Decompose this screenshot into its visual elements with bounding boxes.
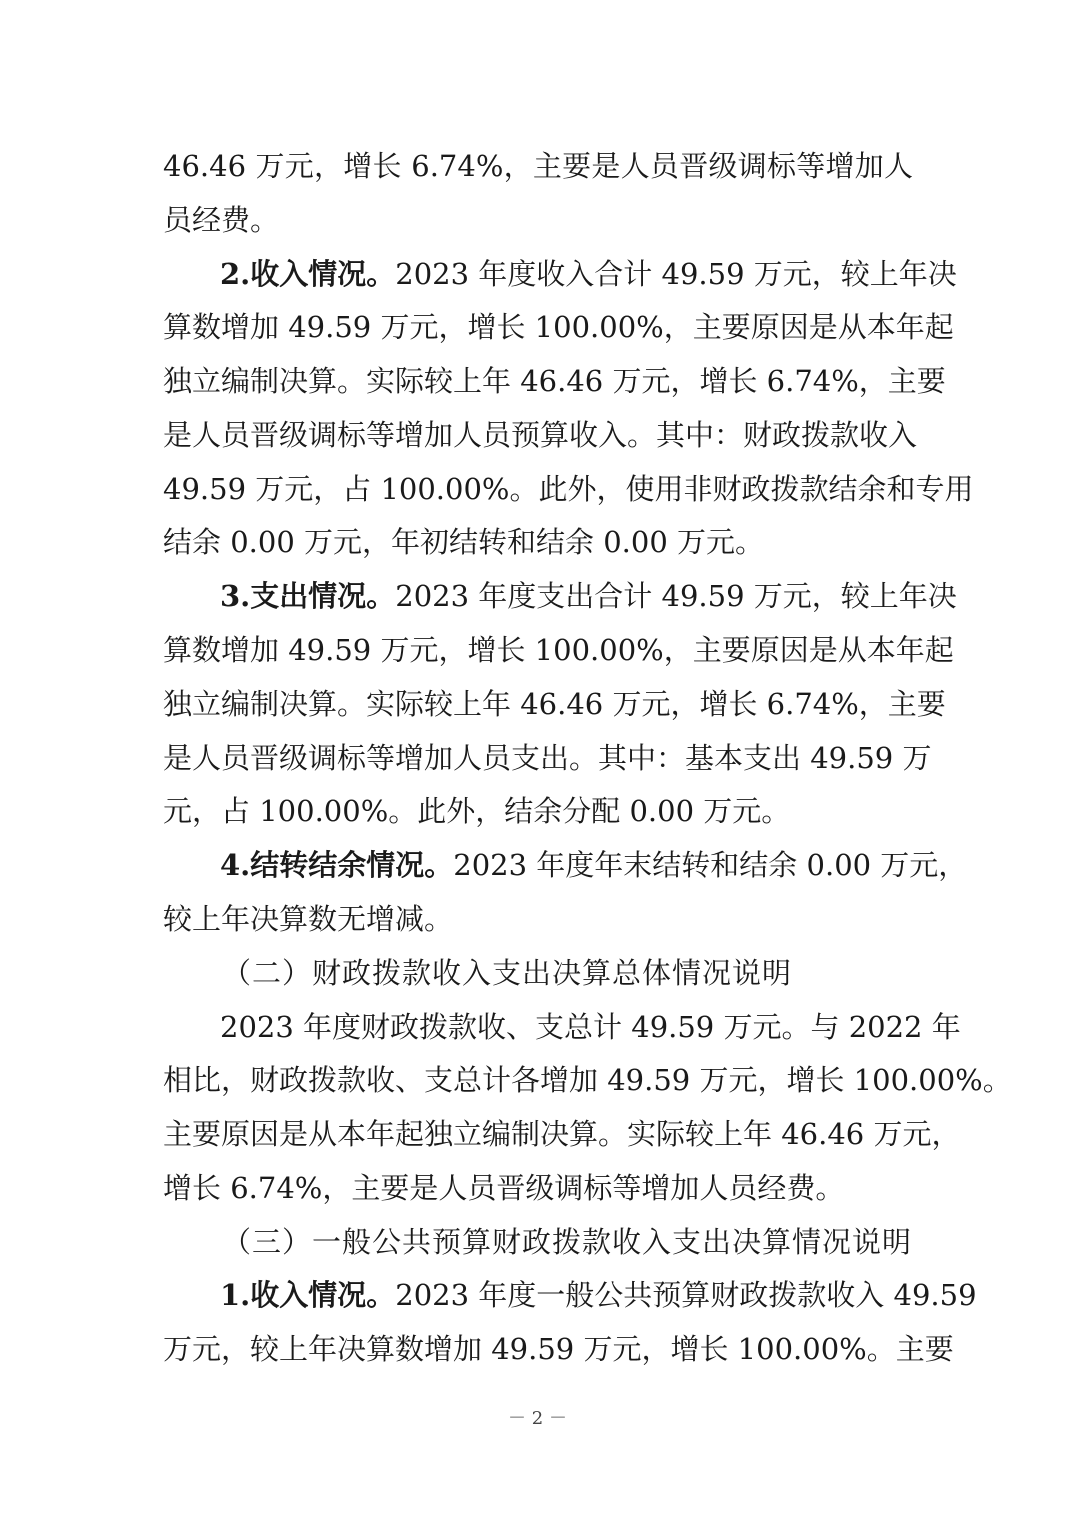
section-1-income-heading-line: 1.收入情况。2023 年度一般公共预算财政拨款收入 49.59 <box>220 1278 977 1312</box>
subsection-heading-2: （二）财政拨款收入支出决算总体情况说明 <box>222 956 793 990</box>
paragraph-line: 增长 6.74%，主要是人员晋级调标等增加人员经费。 <box>163 1171 845 1205</box>
paragraph-line: 49.59 万元，占 100.00%。此外，使用非财政拨款结余和专用 <box>163 472 974 506</box>
subsection-heading-3: （三）一般公共预算财政拨款收入支出决算情况说明 <box>222 1225 913 1259</box>
paragraph-line: 独立编制决算。实际较上年 46.46 万元，增长 6.74%，主要 <box>163 687 946 721</box>
paragraph-line: 员经费。 <box>163 203 280 237</box>
paragraph-line: 2023 年度财政拨款收、支总计 49.59 万元。与 2022 年 <box>220 1010 961 1044</box>
section-4-balance-heading-line: 4.结转结余情况。2023 年度年末结转和结余 0.00 万元， <box>220 848 968 882</box>
paragraph-line: 算数增加 49.59 万元，增长 100.00%，主要原因是从本年起 <box>163 310 954 344</box>
page-number: － 2 － <box>508 1408 567 1429</box>
paragraph-line: 结余 0.00 万元，年初结转和结余 0.00 万元。 <box>163 525 765 559</box>
paragraph-line: 是人员晋级调标等增加人员支出。其中：基本支出 49.59 万 <box>163 741 932 775</box>
paragraph-line: 独立编制决算。实际较上年 46.46 万元，增长 6.74%，主要 <box>163 364 946 398</box>
paragraph-line: 46.46 万元，增长 6.74%，主要是人员晋级调标等增加人 <box>163 149 913 183</box>
section-lead: 1.收入情况。 <box>220 1278 396 1312</box>
paragraph-line: 万元，较上年决算数增加 49.59 万元，增长 100.00%。主要 <box>163 1332 954 1366</box>
section-lead: 4.结转结余情况。 <box>220 848 454 882</box>
paragraph-line: 是人员晋级调标等增加人员预算收入。其中：财政拨款收入 <box>163 418 918 452</box>
paragraph-line: 算数增加 49.59 万元，增长 100.00%，主要原因是从本年起 <box>163 633 954 667</box>
paragraph-line: 主要原因是从本年起独立编制决算。实际较上年 46.46 万元， <box>163 1117 961 1151</box>
paragraph-line: 元，占 100.00%。此外，结余分配 0.00 万元。 <box>163 794 791 828</box>
section-3-expense-heading-line: 3.支出情况。2023 年度支出合计 49.59 万元，较上年决 <box>220 579 957 613</box>
section-2-income-heading-line: 2.收入情况。2023 年度收入合计 49.59 万元，较上年决 <box>220 257 957 291</box>
section-lead: 2.收入情况。 <box>220 257 396 291</box>
section-lead: 3.支出情况。 <box>220 579 396 613</box>
paragraph-line: 较上年决算数无增减。 <box>163 902 454 936</box>
paragraph-line: 相比，财政拨款收、支总计各增加 49.59 万元，增长 100.00%。 <box>163 1063 1012 1097</box>
